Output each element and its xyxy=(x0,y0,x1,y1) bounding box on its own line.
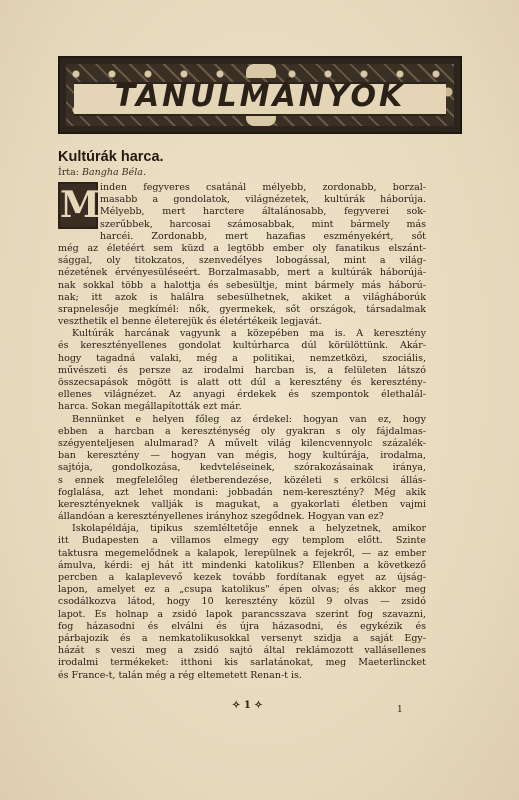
body-line: keresztényeknek vallják is magukat, a gyakorlati életben vajmi xyxy=(58,498,426,510)
body-line: állandóan a keresztényellenes irányhoz szegődnek. Hogyan van ez? xyxy=(58,511,384,523)
body-line: foglalása, azt lehet mondani: jobbadán nem-keresztény? Még akik xyxy=(58,486,426,498)
body-line: Kultúrák harcának vagyunk a közepében ma is. A keresztény xyxy=(72,328,426,340)
section-banner xyxy=(58,56,462,134)
body-line: nak sokkal több a halottja és sebesültje, mint bármely más háború- xyxy=(58,279,426,291)
body-line: masabb a gondolatok, világnézetek, kultúrák háborúja. xyxy=(100,194,426,206)
body-line: ámulva, kérdi: ej hát itt mindenki katolikus? Ellenben a következő xyxy=(58,559,426,571)
body-line: összecsapások mögött is alatt ott dúl a keresztény és keresztény- xyxy=(58,377,426,388)
body-line: ebben a harcban a kereszténység oly gyakran s oly fájdalmas- xyxy=(58,425,426,437)
body-line: itt Budapesten a villamos elmegy egy templom előtt. Szinte xyxy=(58,535,426,547)
body-line: Iskolapéldája, tipikus szemléltetője ennek a helyzetnek, amikor xyxy=(72,523,426,535)
article-title: Kultúrák harca. xyxy=(58,149,164,165)
body-line: csodálkozva látod, hogy 10 keresztény közül 9 olvas — zsidó xyxy=(58,596,426,608)
body-line: ban keresztény — hogyan van mégis, hogy kultúrája, irodalma, xyxy=(58,450,426,462)
body-line: ellenes világnézet. Az anyagi érdekek és szempontok élethalál- xyxy=(58,389,426,401)
body-line: srapnelesője megkímél: nők, gyermekek, sőt országok, társadalmak xyxy=(58,303,426,315)
body-line: nak; itt azok is halálra sebesülhetnek, akiket a világháborúk xyxy=(58,291,426,303)
page-number: ✧ 1 ✧ xyxy=(232,700,263,711)
author-prefix: Írta: xyxy=(58,167,79,178)
body-line: irodalmi termékeket: itthoni kis sarlatánokat, meg Maeterlincket xyxy=(58,657,426,669)
section-title: TANULMÁNYOK xyxy=(114,79,406,114)
body-line: és France-t, talán még a rég eltemetett Renan-t is. xyxy=(58,669,302,681)
body-line: párbajozik és a nemkatolikusokkal versenyt szidja a saját Egy- xyxy=(58,632,426,644)
body-line: percben a kalaplevevő kezek tovább fordítanak egyet az újság- xyxy=(58,572,426,583)
body-line: lapot. És holnap a zsidó lapok parancsszava szerint fog szavazni, xyxy=(58,608,426,620)
body-line: inden fegyveres csatánál mélyebb, zordonabb, borzal- xyxy=(100,182,426,193)
body-line: sággal, oly titokzatos, szenvedélyes lobogással, mint a világ- xyxy=(58,255,426,267)
body-line: lapon, amelyet ez a „csupa katolikus" épen olvas; és akkor meg xyxy=(58,584,426,596)
body-line: harcéi. Zordonabb, mert hazafias eszményekért, sőt xyxy=(100,230,426,242)
body-line: Bennünket e helyen főleg az érdekel: hogyan van ez, hogy xyxy=(72,413,426,425)
banner-top-ornament xyxy=(246,64,276,78)
body-line: Mélyebb, mert harctere általánosabb, fegyverei sok- xyxy=(100,206,426,218)
body-line: s ennek megfelelőleg életberendezése, közéleti s erkölcsi állás- xyxy=(58,474,426,486)
body-line: fog házasodni és elválni és újra házasodni, és egykézik és xyxy=(58,620,426,632)
body-line: házát s veszi meg a zsidó sajtó által reklámozott vallásellenes xyxy=(58,645,426,657)
body-line: sajtója, gondolkozása, kedvteléseinek, szórakozásainak iránya, xyxy=(58,462,426,474)
body-line: szégyenteljesen alulmarad? A művelt világ kilencvennyolc százalék- xyxy=(58,437,426,449)
body-line: hogy tagadná valaki, még a politikai, nemzetközi, szociális, xyxy=(58,352,426,364)
author-line xyxy=(58,167,146,178)
article-body xyxy=(58,182,426,682)
body-line: taktusra megemelődnek a kalapok, lerepülnek a fejekről, — az ember xyxy=(58,547,426,559)
body-line: nézetének érvényesüléseért. Borzalmasabb, mert a kultúrák háborújá- xyxy=(58,267,426,279)
body-line: és keresztényellenes gondolat kultúrharca dúl körülöttünk. Akár- xyxy=(58,340,426,352)
drop-cap: M xyxy=(58,182,98,229)
body-line: művészeti és persze az irodalmi harcban is, a felületen látszó xyxy=(58,364,426,376)
body-line: még az életéért sem küzd a legtöbb ember oly fanatikus elszánt- xyxy=(58,242,426,254)
body-line: harca. Sokan megállapították ezt már. xyxy=(58,401,242,413)
signature-mark: 1 xyxy=(397,705,403,715)
body-line: veszthetik el benne életerejük és életértékeik legjavát. xyxy=(58,316,322,328)
author-name: Bangha Béla. xyxy=(82,167,146,178)
body-line: szerűbbek, harcosai számosabbak, mint bármely más xyxy=(100,218,426,230)
